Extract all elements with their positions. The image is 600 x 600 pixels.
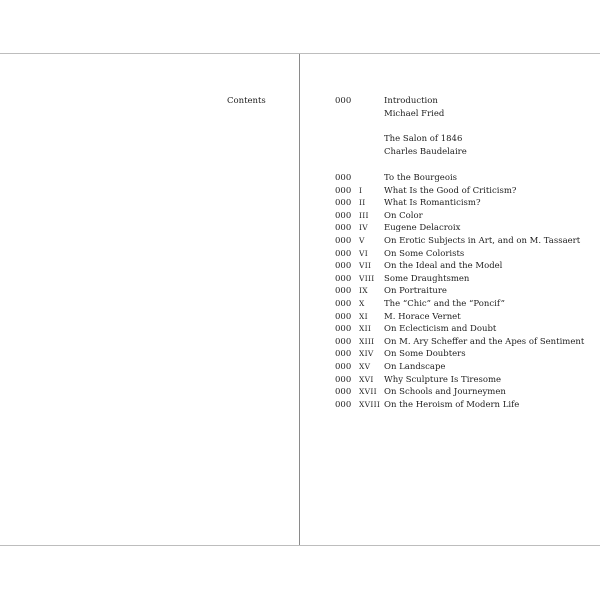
intro-page-number: 000 [335, 96, 352, 106]
toc-chapter-numeral: XVII [359, 387, 377, 397]
toc-entry [335, 348, 595, 361]
toc-entry [335, 386, 595, 399]
toc-chapter-title: The “Chic” and the “Poncif” [384, 298, 505, 309]
toc-page-number: 000 [335, 185, 352, 196]
salon-title: The Salon of 1846 [384, 134, 463, 144]
toc-chapter-title: On the Ideal and the Model [384, 261, 503, 272]
toc-chapter-title: On Schools and Journeymen [384, 387, 506, 398]
toc-chapter-numeral: XII [359, 324, 372, 334]
toc-chapter-numeral: XIV [359, 349, 374, 359]
toc-chapter-title: On Portraiture [384, 286, 447, 297]
toc-page-number: 000 [335, 374, 352, 385]
toc-entry [335, 285, 595, 298]
toc-entry [335, 311, 595, 324]
toc-entry [335, 361, 595, 374]
toc-entry [335, 197, 595, 210]
toc-page-number: 000 [335, 198, 352, 209]
toc-chapter-numeral: XV [359, 361, 371, 371]
toc-chapter-title: On Eclecticism and Doubt [384, 324, 497, 335]
salon-author: Charles Baudelaire [384, 146, 467, 157]
toc-chapter-title: On Landscape [384, 361, 446, 372]
toc-list [335, 172, 595, 411]
contents-heading: Contents [227, 96, 266, 106]
toc-chapter-title: On Some Colorists [384, 248, 465, 259]
toc-chapter-title: To the Bourgeois [384, 173, 458, 183]
toc-page-number: 000 [335, 210, 352, 221]
toc-chapter-numeral: V [359, 235, 365, 245]
toc-chapter-numeral: III [359, 210, 369, 220]
toc-page-number: 000 [335, 223, 352, 234]
toc-chapter-numeral: IX [359, 286, 368, 296]
salon-heading [384, 133, 467, 158]
toc-entry [335, 185, 595, 198]
toc-chapter-numeral: X [359, 298, 365, 308]
toc-entry [335, 336, 595, 349]
toc-chapter-title: Eugene Delacroix [384, 223, 461, 234]
toc-entry [335, 323, 595, 336]
toc-chapter-numeral: XIII [359, 336, 375, 346]
toc-page-number: 000 [335, 286, 352, 297]
toc-entry [335, 374, 595, 387]
toc-page-number: 000 [335, 349, 352, 360]
toc-chapter-title: M. Horace Vernet [384, 311, 461, 322]
toc-entry [335, 210, 595, 223]
toc-chapter-numeral: XVIII [359, 399, 381, 409]
toc-chapter-numeral: IV [359, 223, 368, 233]
toc-page-number: 000 [335, 235, 352, 246]
toc-page-number: 000 [335, 173, 352, 183]
toc-entry [335, 172, 595, 185]
toc-chapter-title: Why Sculpture Is Tiresome [384, 374, 502, 385]
toc-chapter-title: On Erotic Subjects in Art, and on M. Tassaert [384, 235, 581, 246]
toc-entry [335, 248, 595, 261]
toc-chapter-title: On M. Ary Scheffer and the Apes of Sentiment [384, 336, 585, 347]
toc-page-number: 000 [335, 399, 352, 410]
toc-chapter-title: What Is Romanticism? [384, 198, 481, 209]
toc-chapter-numeral: I [359, 185, 363, 195]
toc-chapter-title: On the Heroism of Modern Life [384, 399, 520, 410]
toc-chapter-numeral: VII [359, 261, 372, 271]
book-spread [0, 53, 600, 546]
toc-page-number: 000 [335, 361, 352, 372]
toc-entry [335, 235, 595, 248]
left-page [0, 54, 299, 545]
toc-page-number: 000 [335, 298, 352, 309]
right-page [300, 54, 600, 545]
toc-page-number: 000 [335, 261, 352, 272]
toc-entry [335, 298, 595, 311]
intro-title: Introduction [384, 96, 438, 106]
toc-chapter-numeral: VI [359, 248, 368, 258]
toc-chapter-title: Some Draughtsmen [384, 273, 470, 284]
toc-chapter-numeral: XI [359, 311, 368, 321]
intro-author: Michael Fried [384, 108, 445, 119]
toc-entry [335, 399, 595, 412]
toc-chapter-numeral: XVI [359, 374, 374, 384]
toc-entry [335, 273, 595, 286]
toc-entry [335, 222, 595, 235]
toc-chapter-numeral: II [359, 198, 366, 208]
toc-page-number: 000 [335, 387, 352, 398]
toc-chapter-title: What Is the Good of Criticism? [384, 185, 517, 196]
toc-page-number: 000 [335, 324, 352, 335]
toc-page-number: 000 [335, 273, 352, 284]
toc-entry [335, 260, 595, 273]
toc-page-number: 000 [335, 248, 352, 259]
toc-chapter-numeral: VIII [359, 273, 375, 283]
toc-page-number: 000 [335, 311, 352, 322]
toc-chapter-title: On Some Doubters [384, 349, 466, 360]
toc-page-number: 000 [335, 336, 352, 347]
toc-chapter-title: On Color [384, 210, 423, 221]
